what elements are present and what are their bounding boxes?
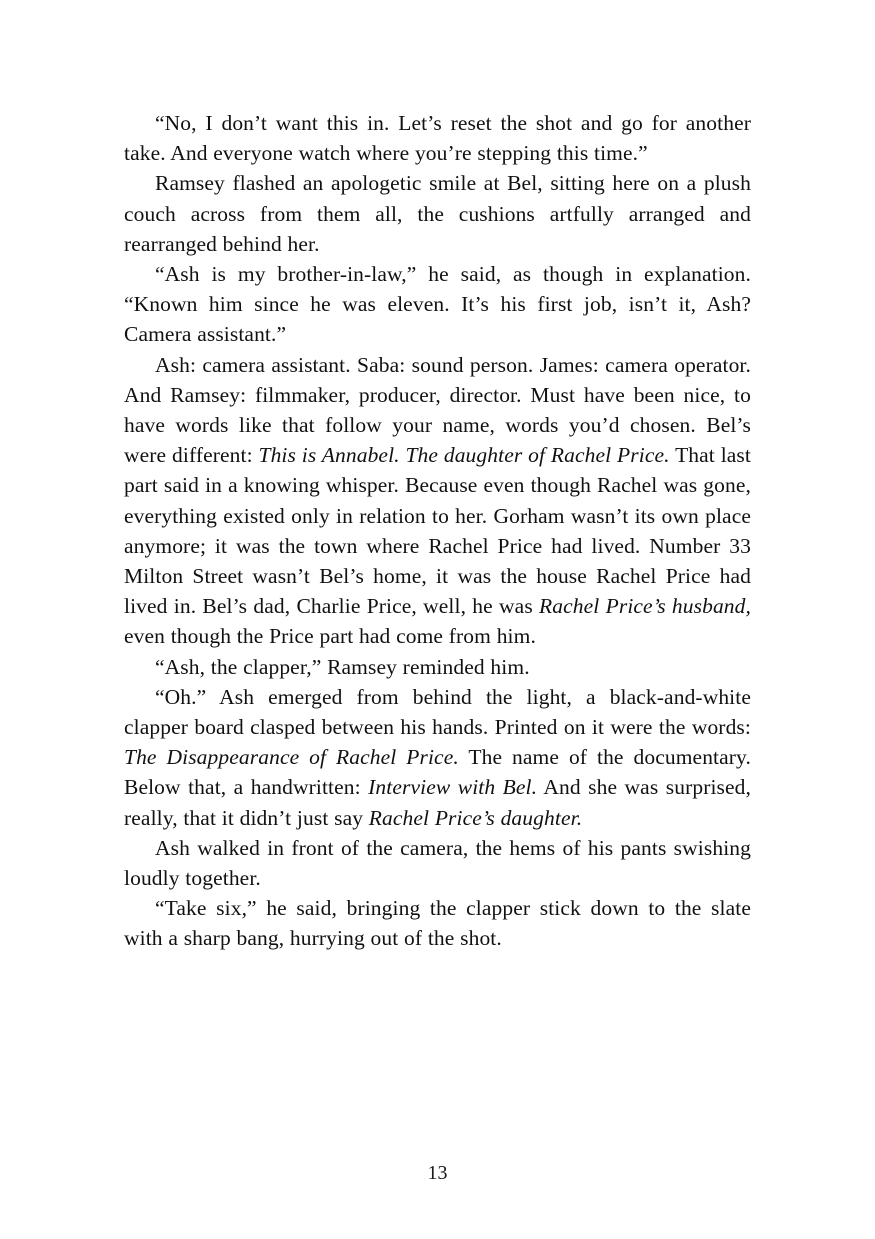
text-run: even though the Price part had come from him. — [124, 624, 536, 649]
text-run: “Ash is my brother-in-law,” he said, as though in explanation. “Known him since he was eleven. It’s his first job, isn’t it, Ash? Camera assistant.” — [124, 262, 751, 347]
paragraph — [124, 168, 751, 259]
text-run: Ramsey flashed an apologetic smile at Bel, sitting here on a plush couch across from them all, the cushions artfully arranged and rearranged behind her. — [124, 171, 751, 256]
italic-run: Interview with Bel. — [368, 775, 538, 800]
paragraph — [124, 108, 751, 168]
text-run: “Take six,” he said, bringing the clapper stick down to the slate with a sharp bang, hurrying out of the shot. — [124, 896, 751, 951]
italic-run: Rachel Price’s daughter. — [368, 805, 583, 830]
paragraph — [124, 350, 751, 652]
text-run: That last part said in a knowing whisper. Because even though Rachel was gone, everything existed only in relation to her. Gorham wasn’t its own place anymore; it was the town where Rachel Price had lived. Number 33 Milton Street wasn’t Bel’s home, it was the house Rachel Price had lived in. Bel’s dad, Charlie Price, well, he was — [124, 443, 751, 619]
text-run: “Ash, the clapper,” Ramsey reminded him. — [155, 654, 530, 679]
text-run: The name of the documentary. Below that, a handwritten: — [124, 745, 751, 800]
text-run: “Oh.” Ash emerged from behind the light, a black-and-white clapper board clasped between his hands. Printed on it were the words: — [124, 684, 751, 740]
page-number: 13 — [427, 1162, 448, 1184]
italic-run: Rachel Price’s husband, — [539, 594, 751, 619]
text-run: And she was surprised, really, that it didn’t just say — [124, 775, 752, 830]
paragraph — [124, 893, 751, 953]
text-run: Ash walked in front of the camera, the hems of his pants swishing loudly together. — [124, 835, 751, 891]
paragraph — [124, 833, 751, 893]
text-run: Ash: camera assistant. Saba: sound person. James: camera operator. And Ramsey: filmmaker, producer, director. Must have been nice, to have words like that follow your name, words you’d chosen. Bel’s were different: — [124, 352, 751, 468]
text-run: “No, I don’t want this in. Let’s reset the shot and go for another take. And everyone watch where you’re stepping this time.” — [124, 111, 751, 166]
paragraph — [124, 682, 751, 833]
italic-run: This is Annabel. The daughter of Rachel Price. — [258, 443, 670, 468]
page-text-block — [124, 108, 751, 954]
paragraph — [124, 652, 751, 682]
italic-run: The Disappearance of Rachel Price. — [124, 745, 459, 770]
paragraph — [124, 259, 751, 350]
